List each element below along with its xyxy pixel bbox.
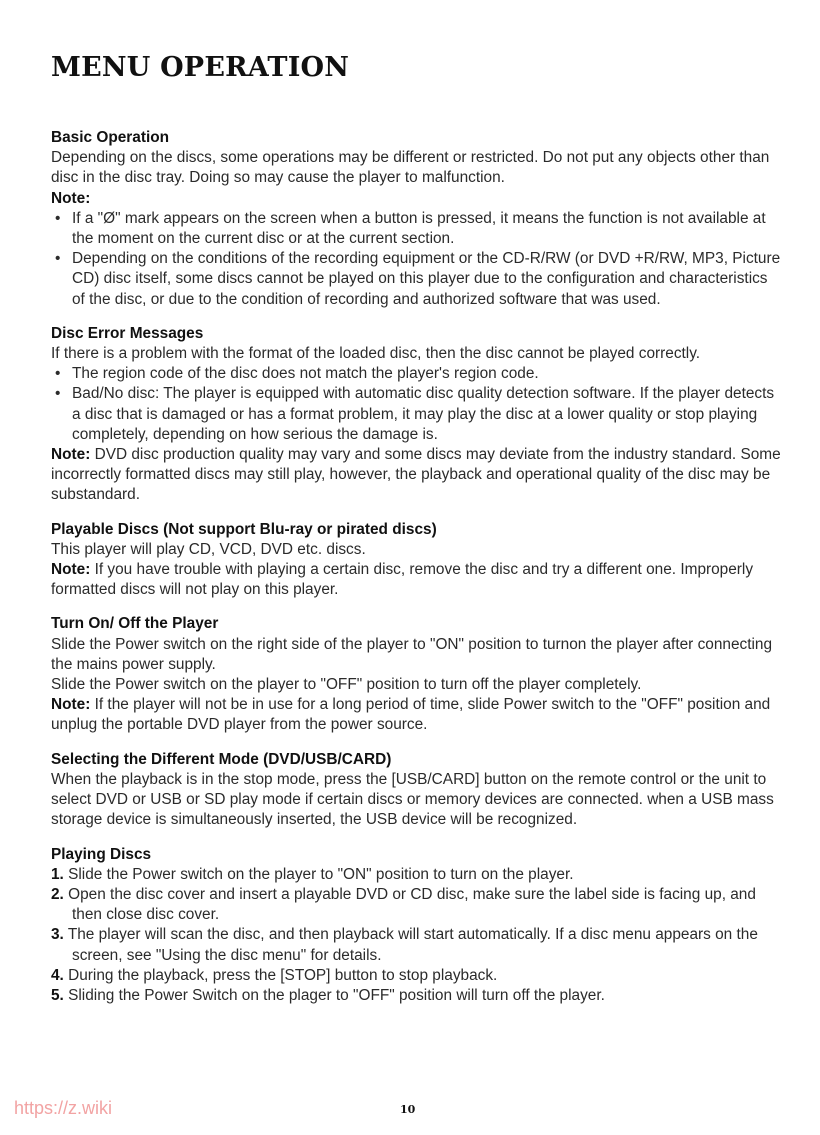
section-selecting-mode xyxy=(51,750,781,831)
step-number: 2. xyxy=(51,885,64,903)
section-playing-discs xyxy=(51,845,781,1007)
step-text: During the playback, press the [STOP] button to stop playback. xyxy=(63,966,498,984)
section-playable-discs xyxy=(51,520,781,601)
section-text: Depending on the discs, some operations may be different or restricted. Do not put any objects other than disc in the disc tray. Doing so may cause the player to malfunction. xyxy=(51,149,770,187)
note-label: Note: xyxy=(51,189,91,207)
section-turn-on-off xyxy=(51,614,781,735)
section-heading: Playing Discs xyxy=(51,845,152,863)
section-text: Slide the Power switch on the player to "OFF" position to turn off the player completely. xyxy=(51,676,642,694)
step-text: Open the disc cover and insert a playable DVD or CD disc, make sure the label side is facing up, and then close disc cover. xyxy=(63,885,756,924)
page-number: 10 xyxy=(400,1103,416,1116)
list-item xyxy=(51,986,781,1006)
note-label: Note: xyxy=(51,696,91,714)
list-item: • If a "Ø" mark appears on the screen when a button is pressed, it means the function is not available at the moment on the current disc or at the current section. xyxy=(51,209,781,249)
note-label: Note: xyxy=(51,446,91,464)
list-item xyxy=(51,865,781,885)
step-number: 3. xyxy=(51,926,64,944)
bullet-list xyxy=(51,364,781,445)
section-heading: Selecting the Different Mode (DVD/USB/CARD) xyxy=(51,750,392,768)
section-text: Slide the Power switch on the right side of the player to "ON" position to turnon the player after connecting the mains power supply. xyxy=(51,635,773,673)
step-number: 4. xyxy=(51,966,64,984)
note-text: If you have trouble with playing a certain disc, remove the disc and try a different one. Improperly formatted discs will not play on this player. xyxy=(51,561,754,599)
list-item xyxy=(51,925,781,965)
list-item: • Bad/No disc: The player is equipped with automatic disc quality detection software. If the player detects a disc that is damaged or has a format problem, it may play the disc at a lower quality or stop playing completely, depending on how serious the damage is. xyxy=(51,384,781,445)
note-text: DVD disc production quality may vary and some discs may deviate from the industry standard. Some incorrectly formatted discs may still play, however, the playback and operational quality of the disc may be substandard. xyxy=(51,446,781,504)
list-item xyxy=(51,885,781,925)
step-number: 1. xyxy=(51,865,64,883)
note-label: Note: xyxy=(51,561,91,579)
note-paragraph xyxy=(51,695,781,735)
step-text: The player will scan the disc, and then playback will start automatically. If a disc menu appears on the screen, see "Using the disc menu" for details. xyxy=(63,926,758,964)
list-item: • Depending on the conditions of the recording equipment or the CD-R/RW (or DVD +R/RW, MP3, Picture CD) disc itself, some discs cannot be played on this player due to the configuration and characteristics of the disc, or due to the condition of recording and authorized software that was used. xyxy=(51,249,781,310)
section-heading: Turn On/ Off the Player xyxy=(51,615,219,633)
bullet-list xyxy=(51,209,781,310)
section-heading: Disc Error Messages xyxy=(51,324,204,342)
note-text: If the player will not be in use for a long period of time, slide Power switch to the "OFF" position and unplug the portable DVD player from the power source. xyxy=(51,696,771,734)
section-disc-error-messages xyxy=(51,324,781,506)
step-text: Sliding the Power Switch on the plager to "OFF" position will turn off the player. xyxy=(63,986,605,1004)
numbered-list xyxy=(51,865,781,1006)
section-text: This player will play CD, VCD, DVD etc. discs. xyxy=(51,540,366,558)
note-paragraph xyxy=(51,445,781,506)
step-number: 5. xyxy=(51,986,64,1004)
section-text: When the playback is in the stop mode, press the [USB/CARD] button on the remote control or the unit to select DVD or USB or SD play mode if certain discs or memory devices are connected. when a USB mass storage device is simultaneously inserted, the USB device will be recognized. xyxy=(51,770,774,829)
step-text: Slide the Power switch on the player to "ON" position to turn on the player. xyxy=(63,865,574,883)
list-item: • The region code of the disc does not match the player's region code. xyxy=(51,364,781,384)
page-content xyxy=(51,128,781,1020)
section-text: If there is a problem with the format of the loaded disc, then the disc cannot be played correctly. xyxy=(51,345,701,363)
footer-watermark-link[interactable]: https://z.wiki xyxy=(14,1098,113,1118)
note-paragraph xyxy=(51,560,781,600)
page-title: MENU OPERATION xyxy=(51,52,350,83)
list-item xyxy=(51,966,781,986)
section-basic-operation xyxy=(51,128,781,310)
section-heading: Basic Operation xyxy=(51,129,170,146)
section-heading: Playable Discs (Not support Blu-ray or pirated discs) xyxy=(51,520,437,538)
